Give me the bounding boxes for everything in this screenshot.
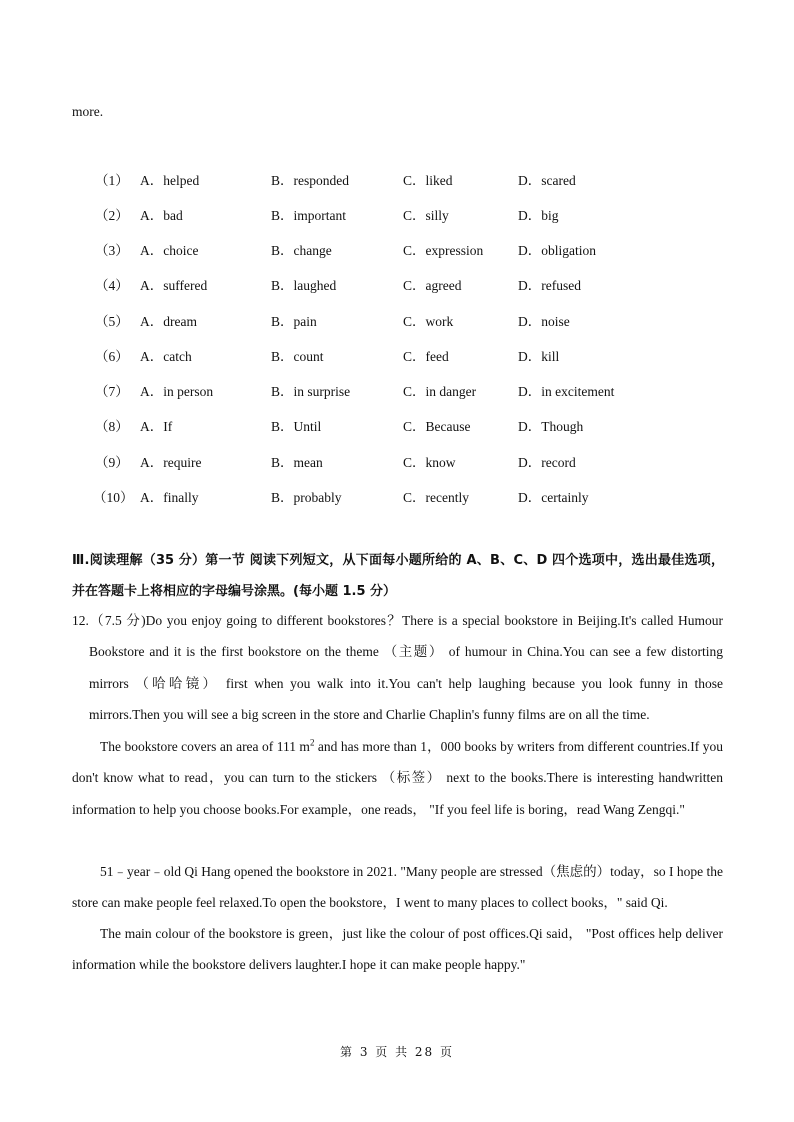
option-row	[0, 169, 794, 189]
option-a: A．dream	[140, 314, 197, 329]
option-number: （7）	[95, 384, 129, 399]
option-number: （6）	[95, 349, 129, 364]
option-row	[0, 239, 794, 259]
option-b: B．Until	[271, 419, 322, 434]
option-b: B．mean	[271, 455, 323, 470]
option-d: D．big	[518, 208, 559, 223]
option-d: D．kill	[518, 349, 560, 364]
option-b: B．responded	[271, 173, 349, 188]
option-b: B．count	[271, 349, 324, 364]
option-d: D．record	[518, 455, 576, 470]
option-row	[0, 380, 794, 400]
option-a: A．require	[140, 455, 202, 470]
option-c: C．agreed	[403, 278, 462, 293]
option-c: C．silly	[403, 208, 449, 223]
option-a: A．helped	[140, 173, 200, 188]
option-number: （3）	[95, 243, 129, 258]
option-c: C．feed	[403, 349, 449, 364]
option-c: C．in danger	[403, 384, 477, 399]
question-passage	[72, 605, 723, 730]
option-number: （10）	[93, 490, 134, 505]
option-d: D．in excitement	[518, 384, 615, 399]
option-row	[0, 310, 794, 330]
option-c: C．recently	[403, 490, 469, 505]
option-c: C．liked	[403, 173, 453, 188]
option-number: （9）	[95, 455, 129, 470]
option-row	[0, 204, 794, 224]
option-c: C．work	[403, 314, 454, 329]
paragraph-1-text-b: and has more than 1，000 books by writers from different countries.If you don't know what to read，you can turn to the stickers （标签） next to the books.There is interesting handwritten information to help you choose books.For example，one reads， "If you feel life is boring，read Wang Zengqi."	[72, 739, 723, 817]
question-text: 12.（7.5 分)Do you enjoy going to different bookstores？There is a special bookstore in Beijing.It's called Humour Bookstore and it is the first bookstore on the theme （主题） of humour in China.You can see a few distorting mirrors （哈哈镜） first when you walk into it.You can't help laughing because you look funny in those mirrors.Then you will see a big screen in the store and Charlie Chaplin's funny films are on all the time.	[72, 613, 723, 722]
option-row	[0, 345, 794, 365]
intro-tail-text: more.	[72, 104, 104, 119]
option-b: B．laughed	[271, 278, 337, 293]
option-d: D．certainly	[518, 490, 589, 505]
option-d: D．noise	[518, 314, 570, 329]
option-number: （8）	[95, 419, 129, 434]
option-a: A．choice	[140, 243, 199, 258]
option-c: C．know	[403, 455, 456, 470]
option-b: B．probably	[271, 490, 342, 505]
option-number: （2）	[95, 208, 129, 223]
paragraph-3: The main colour of the bookstore is green，just like the colour of post offices.Qi said， "Post offices help deliver information while the bookstore delivers laughter.I hope it can make people happy."	[72, 926, 723, 973]
option-number: （1）	[95, 173, 129, 188]
option-b: B．in surprise	[271, 384, 351, 399]
option-b: B．important	[271, 208, 346, 223]
option-a: A．in person	[140, 384, 214, 399]
option-d: D．Though	[518, 419, 584, 434]
area-unit-superscript: 2	[309, 737, 315, 748]
option-number: （5）	[95, 314, 129, 329]
option-a: A．catch	[140, 349, 192, 364]
option-row	[0, 415, 794, 435]
option-row	[0, 451, 794, 471]
option-a: A．suffered	[140, 278, 208, 293]
option-d: D．refused	[518, 278, 581, 293]
option-row	[0, 274, 794, 294]
option-d: D．scared	[518, 173, 576, 188]
paragraph-1-text-a: The bookstore covers an area of 111 m	[100, 739, 310, 754]
option-d: D．obligation	[518, 243, 596, 258]
option-c: C．expression	[403, 243, 484, 258]
option-row	[0, 486, 794, 506]
option-a: A．If	[140, 419, 173, 434]
paragraph-1	[72, 731, 723, 825]
option-b: B．pain	[271, 314, 317, 329]
option-number: （4）	[95, 278, 129, 293]
option-a: A．bad	[140, 208, 183, 223]
option-a: A．finally	[140, 490, 199, 505]
paragraph-2: 51﹣year﹣old Qi Hang opened the bookstore in 2021. "Many people are stressed（焦虑的）today，so I hope the store can make people feel relaxed.To open the bookstore，I went to many places to collect books，" said Qi.	[72, 864, 724, 911]
option-c: C．Because	[403, 419, 471, 434]
option-b: B．change	[271, 243, 332, 258]
page-footer: 第 3 页 共 28 页	[340, 1045, 454, 1059]
section-header: Ⅲ.阅读理解（35 分）第一节 阅读下列短文，从下面每小题所给的 A、B、C、D 四个选项中，选出最佳选项，并在答题卡上将相应的字母编号涂黑。(每小题 1.5 分）	[72, 553, 724, 599]
